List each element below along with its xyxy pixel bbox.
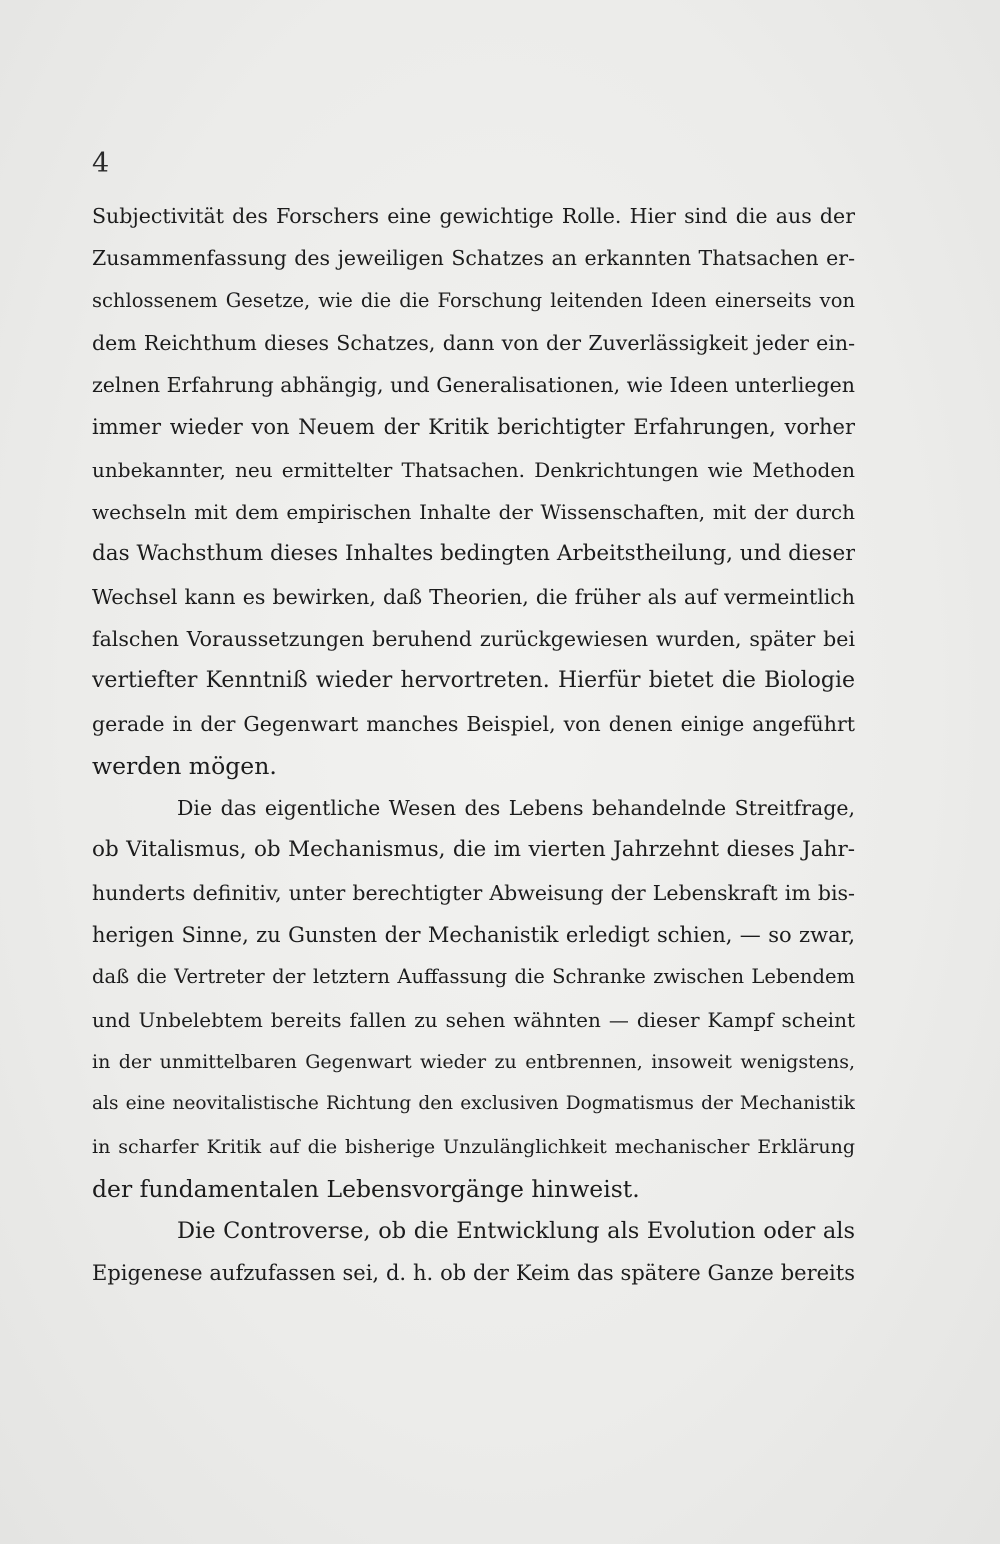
text-line: in der unmittelbaren Gegenwart wieder zu entbrennen, insoweit wenigstens, xyxy=(92,1050,855,1073)
text-line: unbekannter, neu ermittelter Thatsachen. Denkrichtungen wie Methoden xyxy=(92,457,855,482)
text-line: ob Vitalismus, ob Mechanismus, die im vierten Jahrzehnt dieses Jahr- xyxy=(92,837,855,863)
text-line: das Wachsthum dieses Inhaltes bedingten Arbeitstheilung, und dieser xyxy=(92,541,855,567)
text-line: herigen Sinne, zu Gunsten der Mechanistik erledigt schien, — so zwar, xyxy=(92,923,855,948)
text-line: wechseln mit dem empirischen Inhalte der Wissenschaften, mit der durch xyxy=(92,500,855,525)
text-line: Die Controverse, ob die Entwicklung als Evolution oder als xyxy=(177,1218,855,1245)
text-line: dem Reichthum dieses Schatzes, dann von der Zuverlässigkeit jeder ein- xyxy=(92,330,855,355)
text-line: der fundamentalen Lebensvorgänge hinweist. xyxy=(92,1174,640,1203)
text-line: und Unbelebtem bereits fallen zu sehen wähnten — dieser Kampf scheint xyxy=(92,1007,855,1032)
body-text xyxy=(92,195,855,1295)
text-line: Die das eigentliche Wesen des Lebens behandelnde Streitfrage, xyxy=(177,796,855,821)
text-line: werden mögen. xyxy=(92,751,277,780)
text-line: Wechsel kann es bewirken, daß Theorien, die früher als auf vermeintlich xyxy=(92,584,855,609)
text-line: Epigenese aufzufassen sei, d. h. ob der Keim das spätere Ganze bereits xyxy=(92,1261,855,1286)
text-line: Zusammenfassung des jeweiligen Schatzes an erkannten Thatsachen er- xyxy=(92,246,855,271)
page-number: 4 xyxy=(92,148,110,179)
text-line: Subjectivität des Forschers eine gewichtige Rolle. Hier sind die aus der xyxy=(92,204,855,228)
text-line: gerade in der Gegenwart manches Beispiel, von denen einige angeführt xyxy=(92,711,855,736)
text-line: hunderts definitiv, unter berechtigter Abweisung der Lebenskraft im bis- xyxy=(92,880,855,905)
text-line: immer wieder von Neuem der Kritik berichtigter Erfahrungen, vorher xyxy=(92,415,855,440)
text-line: falschen Voraussetzungen beruhend zurückgewiesen wurden, später bei xyxy=(92,626,855,651)
text-line: zelnen Erfahrung abhängig, und Generalisationen, wie Ideen unterliegen xyxy=(92,373,855,398)
text-line: schlossenem Gesetze, wie die die Forschung leitenden Ideen einerseits von xyxy=(92,288,855,312)
text-line: daß die Vertreter der letztern Auffassung die Schranke zwischen Lebendem xyxy=(92,965,855,989)
text-line: als eine neovitalistische Richtung den exclusiven Dogmatismus der Mechanistik xyxy=(92,1093,855,1115)
text-line: in scharfer Kritik auf die bisherige Unzulänglichkeit mechanischer Erklärung xyxy=(92,1135,855,1158)
text-line: vertiefter Kenntniß wieder hervortreten. Hierfür bietet die Biologie xyxy=(92,668,855,694)
